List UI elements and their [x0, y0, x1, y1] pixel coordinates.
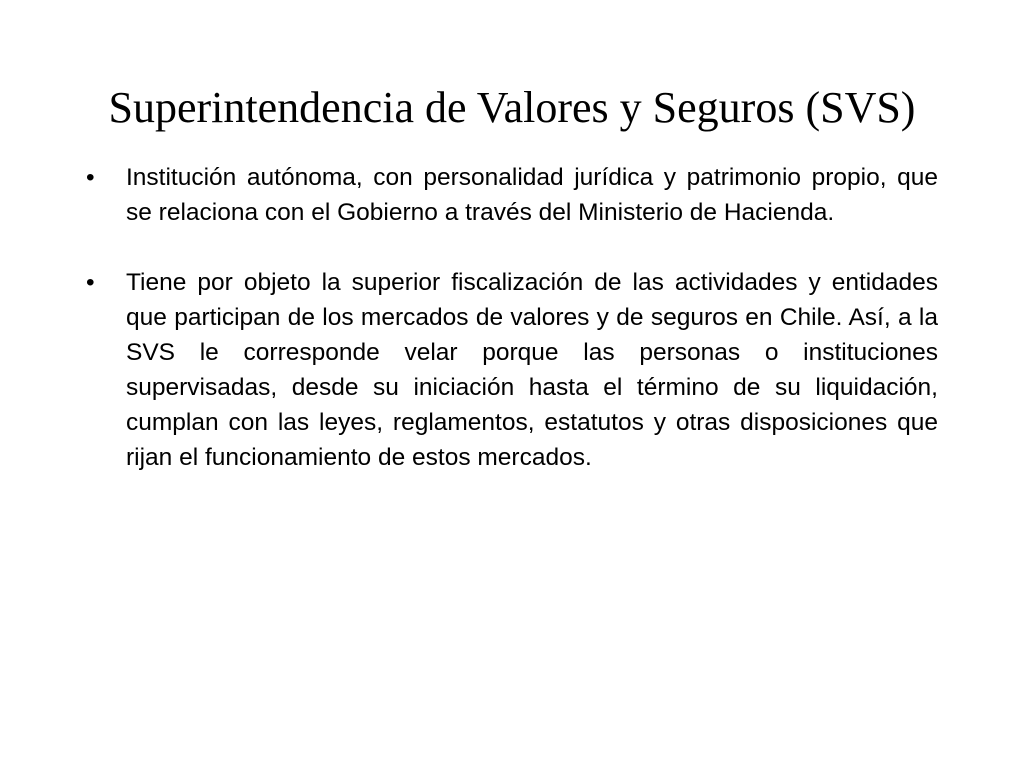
- bullet-item: [86, 160, 938, 230]
- bullet-text: Tiene por objeto la superior fiscalización de las actividades y entidades que participan de los mercados de valores y de seguros en Chile. Así, a la SVS le corresponde velar porque las personas o instituciones supervisadas, desde su iniciación hasta el término de su liquidación, cumplan con las leyes, reglamentos, estatutos y otras disposiciones que rijan el funcionamiento de estos mercados.: [126, 269, 938, 471]
- bullet-item: [86, 265, 938, 475]
- bullet-icon: •: [86, 269, 95, 296]
- bullet-list: [86, 160, 938, 475]
- bullet-text: Institución autónoma, con personalidad jurídica y patrimonio propio, que se relaciona con el Gobierno a través del Ministerio de Hacienda.: [126, 164, 938, 226]
- bullet-icon: •: [86, 164, 95, 191]
- slide-title: Superintendencia de Valores y Seguros (SVS): [108, 83, 916, 132]
